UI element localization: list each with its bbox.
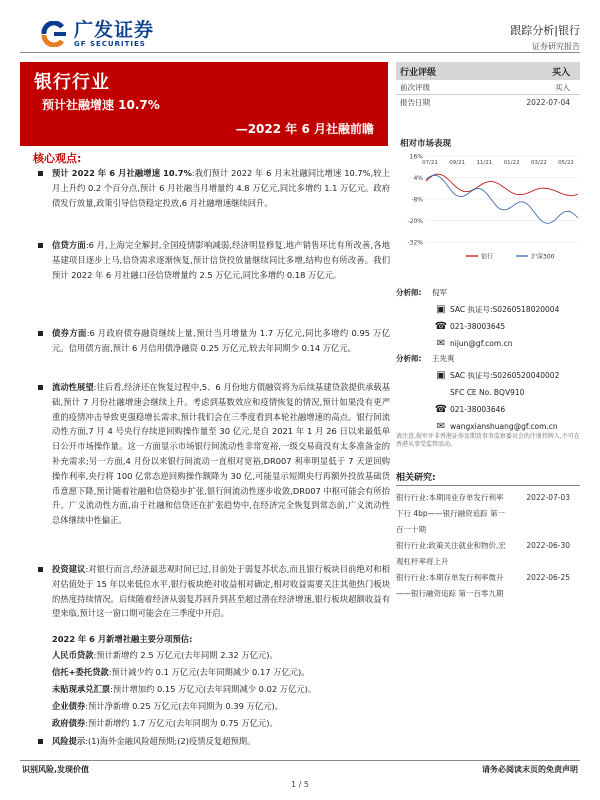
related-item-text[interactable]: 银行行业:本期存单发行利率微升——银行融资追踪 第一百零九期 — [396, 573, 504, 598]
logo-cn: 广发证券 — [74, 19, 155, 41]
company-logo — [40, 20, 154, 48]
paragraph-3-bold: 债券方面 — [52, 328, 87, 338]
report-date-label: 报告日期 — [400, 98, 430, 107]
forecast-item — [52, 699, 283, 714]
x-tick-label: 09/21 — [449, 160, 466, 166]
title-banner — [20, 62, 388, 146]
bullet-icon — [38, 243, 43, 248]
core-views-title: 核心观点: — [33, 152, 82, 165]
report-type-block — [510, 24, 580, 52]
y-tick-label: 16% — [409, 153, 423, 161]
paragraph-1-text: :我们预计 2022 年 6 月末社融同比增速 10.7%,较上月上升约 0.2 个百分点,预计 6 月社融当月增量约 4.8 万亿元,同比多增约 1.1 万亿元。政府债发行放量,政策引导信贷稳定投放,6 月社融增速继续回升。 — [52, 168, 391, 208]
prev-rating-label: 前次评级 — [400, 82, 430, 92]
footer-slogan: 识别风险,发现价值 — [22, 765, 90, 774]
forecast-item-label: 未贴现承兑汇票 — [52, 684, 111, 694]
footer-divider — [20, 760, 580, 761]
forecast-item-text: :预计新增约 1.7 万亿元(去年同期为 0.75 万亿元)。 — [85, 718, 278, 728]
analyst-phone: 021-38003646 — [450, 405, 506, 414]
report-date-value: 2022-07-04 — [526, 98, 570, 107]
y-tick-label: -32% — [407, 239, 423, 247]
analyst-name: 王先爽 — [432, 354, 455, 363]
forecast-item-label: 信托+委托贷款 — [52, 667, 109, 677]
forecast-title — [52, 632, 192, 647]
related-item-date: 2022-07-03 — [526, 493, 570, 502]
paragraph-1-bold: 预计 2022 年 6 月社融增速 10.7% — [52, 168, 192, 178]
risk-bold: 风险提示 — [52, 736, 86, 746]
report-title: 银行行业 — [34, 72, 110, 93]
forecast-item-text: :预计净新增 0.25 万亿元(去年同期为 0.39 万亿元)。 — [85, 701, 284, 711]
performance-chart-svg — [396, 150, 580, 268]
gf-logo-icon — [40, 21, 70, 47]
id-card-icon: ▣ — [436, 304, 446, 315]
footer-disclaimer: 请务必阅读末页的免责声明 — [482, 765, 578, 774]
x-tick-label: 11/21 — [476, 160, 493, 166]
forecast-item — [52, 682, 316, 697]
bullet-icon — [38, 385, 43, 390]
analyst-phone: 021-38003645 — [450, 322, 506, 331]
related-item-text[interactable]: 银行行业:本期同业存单发行利率下行 4bp——银行融资追踪 第一百一十期 — [396, 493, 506, 534]
phone-icon: ☎ — [434, 321, 448, 332]
analyst-1 — [396, 284, 559, 352]
analyst-disclaimer: 请注意,倪军并非香港证券及期货事务监察委员会的注册持牌人,不可在香港从事受监管活动。 — [396, 433, 580, 448]
analyst-role: 分析师: — [396, 288, 422, 297]
analyst-sac: SAC 执证号:S0260518020004 — [450, 305, 560, 314]
paragraph-3 — [38, 326, 390, 356]
phone-icon: ☎ — [434, 404, 448, 415]
risk-text: :(1)海外金融风险超预期;(2)疫情反复超预期。 — [85, 736, 256, 746]
forecast-item — [52, 648, 278, 663]
x-tick-label: 07/21 — [422, 160, 438, 166]
forecast-item-text: :预计新增约 2.5 万亿元(去年同期 2.32 万亿元)。 — [93, 650, 278, 660]
paragraph-1 — [38, 166, 390, 210]
forecast-title-text: 2022 年 6 月新增社融主要分项预估: — [52, 634, 193, 644]
paragraph-4-text: :往后看,经济还在恢复过程中,5、6 月份地方债融资将为后续基建贷款提供承载基础,预计 7 月份社融增速会继续上升。考虑到基数效应和疫情恢复的情况,预计如果没有更严重的疫情冲击导致更强稳增长需求,预计我们会在三季度看到本轮社融增速的高点。银行间流动性方面,7 月 4 号央行存续逆回购操作量至 30 亿元,是自 2021 年 1 月 26 日以来最低单日公开市场操作量。这一方面显示市场银行间流动性非常宽裕,一级交易商没有太多准备金的补充需求;另一方面,4 月份以来银行间流动一直相对宽裕,DR007 利率明显低于 7 天逆回购操作利率,央行将 100 亿常态逆回购操作额降为 30 亿,可能显示短期央行再额外投放基础货币意愿下降,预计随着社融和信贷稳步扩张,银行间流动性逐步收敛,DR007 中枢可能会有所抬升。广义流动性方面,由于社融和信贷还在扩张趋势中,在经济完全恢复到常态前,广义流动性总体继续中性偏正。 — [52, 382, 390, 526]
risk-warning — [38, 734, 390, 749]
analyst-role: 分析师: — [396, 354, 422, 363]
rating-header — [396, 62, 580, 80]
forecast-item-text: :预计减少约 0.1 万亿元(去年同期减少 0.17 万亿元)。 — [108, 667, 310, 677]
x-tick-label: 01/22 — [503, 160, 520, 166]
paragraph-4-bold: 流动性展望 — [52, 382, 94, 392]
forecast-item — [52, 665, 310, 680]
bullet-icon — [38, 331, 43, 336]
analyst-sac: SAC 执证号:S0260520040002 — [450, 371, 560, 380]
y-tick-label: -20% — [407, 218, 423, 225]
paragraph-5-text: :对银行而言,经济最悲观时间已过,目前处于弱复苏状态,而且银行板块目前绝对和相对估值处于 15 年以来低位水平,银行板块绝对收益相对确定,相对收益需要关注其他热门板块的热度持续情况。后续随着经济从弱复苏回升到甚至超过潜在经济增速,银行板块超额收益有望来临,预计这一窗口期可能会在三季度中开启。 — [52, 564, 390, 619]
header-divider — [20, 52, 580, 53]
paragraph-3-text: :6 月政府债券融资继续上量,预计当月增量为 1.7 万亿元,同比多增约 0.95 万亿元。信用债方面,预计 6 月信用债净融资 0.25 万亿元,较去年同期少 0.14 万亿元。 — [52, 328, 390, 353]
related-item[interactable] — [396, 570, 580, 602]
report-subtype: 证券研究报告 — [532, 42, 580, 51]
y-tick-label: -8% — [411, 196, 423, 204]
related-item[interactable] — [396, 490, 580, 538]
x-tick-label: 03/22 — [530, 160, 547, 166]
rating-box — [396, 62, 580, 110]
analyst-email[interactable]: wangxianshuang@gf.com.cn — [450, 422, 558, 431]
related-item[interactable] — [396, 538, 580, 570]
id-card-icon: ▣ — [436, 370, 446, 381]
email-icon: ✉ — [436, 338, 446, 349]
paragraph-2 — [38, 238, 390, 282]
y-tick-label: 4% — [413, 175, 423, 182]
related-item-text[interactable]: 银行行业:政策关注就业和物价,宏观杠杆率将上升 — [396, 541, 506, 566]
paragraph-2-bold: 信贷方面 — [52, 240, 86, 250]
report-subtitle: 预计社融增速 10.7% — [42, 98, 160, 112]
bullet-icon — [38, 171, 43, 176]
paragraph-2-text: :6 月,上海完全解封,全国疫情影响减弱,经济明显修复,地产销售环比有所改善,各地基建项目逐步上马,信贷需求逐渐恢复,预计信贷投放量继续同比多增,结构也有所改善。我们预计 2022 年 6 月社融口径信贷增量约 2.5 万亿元,同比多增约 0.18 万亿元。 — [52, 240, 390, 280]
analyst-name: 倪军 — [432, 288, 447, 297]
logo-en: GF SECURITIES — [74, 40, 146, 48]
paragraph-4 — [38, 380, 390, 528]
rating-label: 行业评级 — [400, 67, 437, 78]
analyst-sfc: SFC CE No. BQV910 — [450, 388, 525, 397]
report-date-row — [396, 95, 580, 110]
bullet-icon — [38, 739, 43, 744]
analyst-email[interactable]: nijun@gf.com.cn — [450, 339, 513, 348]
report-subtitle-2: —2022 年 6 月社融前瞻 — [235, 122, 374, 136]
forecast-item-label: 人民币贷款 — [52, 650, 94, 660]
forecast-item — [52, 716, 278, 731]
forecast-item-text: :预计增加约 0.15 万亿元(去年同期减少 0.02 万亿元)。 — [110, 684, 317, 694]
performance-title: 相对市场表现 — [400, 139, 452, 149]
paragraph-5-bold: 投资建议 — [52, 564, 86, 574]
bullet-icon — [38, 567, 43, 572]
prev-rating-row — [396, 80, 580, 95]
legend-label: 沪深300 — [531, 253, 555, 261]
related-item-date: 2022-06-30 — [526, 541, 570, 550]
related-item-date: 2022-06-25 — [526, 573, 570, 582]
related-title: 相关研究: — [396, 470, 580, 486]
forecast-item-label: 企业债券 — [52, 701, 86, 711]
forecast-item-label: 政府债券 — [52, 718, 86, 728]
legend-label: 银行 — [481, 253, 494, 261]
email-icon: ✉ — [436, 421, 446, 432]
prev-rating-value: 买入 — [555, 82, 570, 92]
x-tick-label: 05/22 — [558, 160, 574, 166]
rating-value: 买入 — [551, 67, 570, 78]
report-type: 跟踪分析|银行 — [510, 24, 580, 37]
series-line-hs300 — [426, 175, 578, 223]
analyst-2 — [396, 350, 559, 435]
performance-chart — [396, 150, 580, 268]
page-number: 1 / 5 — [291, 780, 309, 789]
paragraph-5 — [38, 562, 390, 621]
